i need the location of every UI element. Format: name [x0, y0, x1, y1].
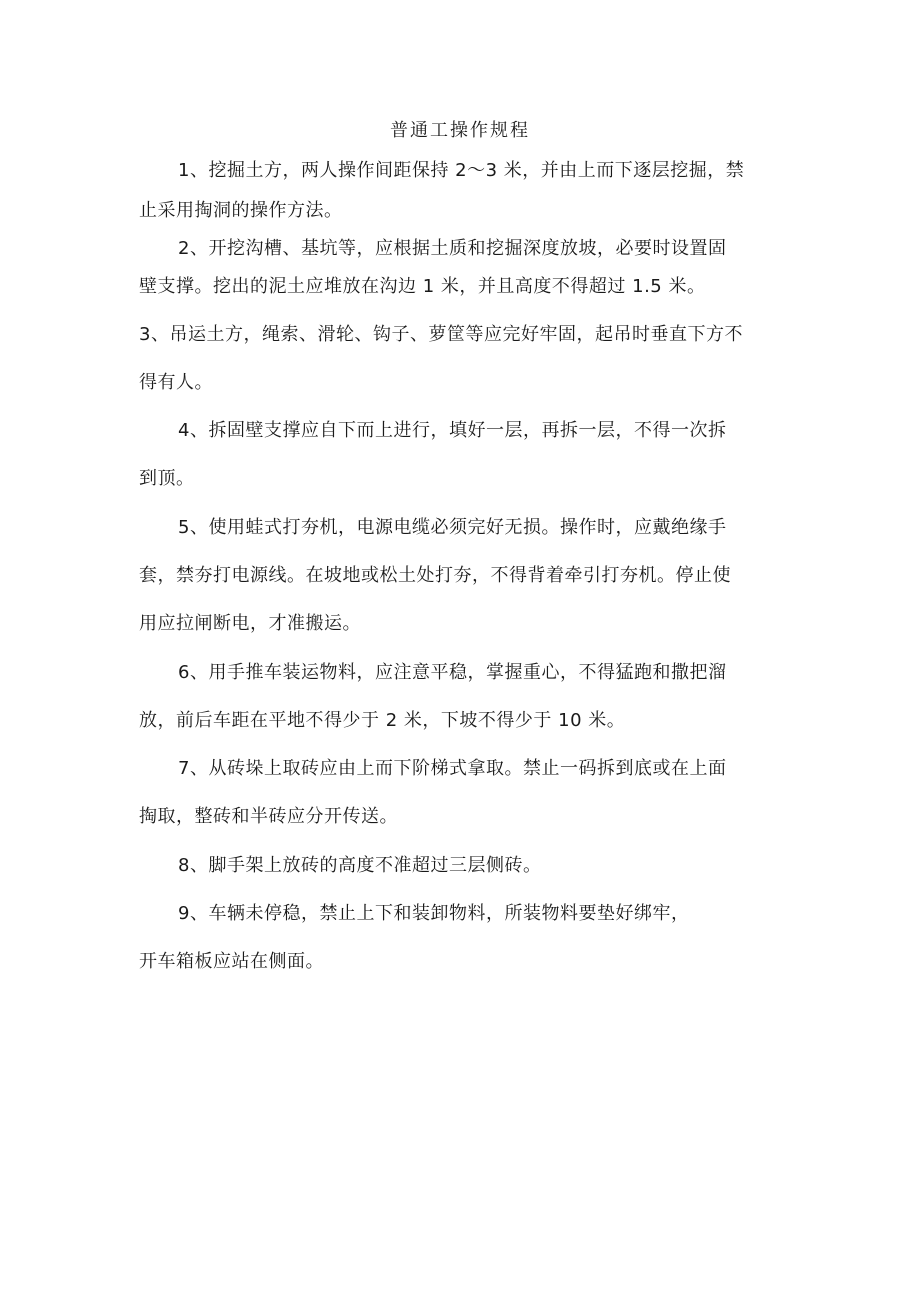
rule-9-line-1: 9、车辆未停稳，禁止上下和装卸物料，所装物料要垫好绑牢， — [178, 903, 690, 924]
rule-4-line-2: 到顶。 — [139, 468, 195, 489]
rule-7-line-1: 7、从砖垛上取砖应由上而下阶梯式拿取。禁止一码拆到底或在上面 — [178, 758, 727, 779]
rule-2-line-1: 2、开挖沟槽、基坑等，应根据土质和挖掘深度放坡，必要时设置固 — [178, 238, 727, 259]
rule-6-line-1: 6、用手推车装运物料，应注意平稳，掌握重心，不得猛跑和撒把溜 — [178, 662, 727, 683]
rule-1-line-2: 止采用掏洞的操作方法。 — [139, 200, 343, 221]
rule-6-line-2: 放，前后车距在平地不得少于 2 米，下坡不得少于 10 米。 — [139, 710, 626, 731]
rule-5-line-3: 用应拉闸断电，才准搬运。 — [139, 613, 361, 634]
rule-2-line-2: 壁支撑。挖出的泥土应堆放在沟边 1 米，并且高度不得超过 1.5 米。 — [139, 276, 706, 297]
rule-7-line-2: 掏取，整砖和半砖应分开传送。 — [139, 806, 398, 827]
rule-4-line-1: 4、拆固壁支撑应自下而上进行，填好一层，再拆一层，不得一次拆 — [178, 420, 727, 441]
rule-1-line-1: 1、挖掘土方，两人操作间距保持 2～3 米，并由上而下逐层挖掘，禁 — [178, 160, 745, 181]
rule-3-line-1: 3、吊运土方，绳索、滑轮、钩子、萝筐等应完好牢固，起吊时垂直下方不 — [139, 324, 743, 345]
rule-5-line-1: 5、使用蛙式打夯机，电源电缆必须完好无损。操作时，应戴绝缘手 — [178, 517, 727, 538]
rule-9-line-2: 开车箱板应站在侧面。 — [139, 951, 324, 972]
rule-5-line-2: 套，禁夯打电源线。在坡地或松土处打夯，不得背着牵引打夯机。停止使 — [139, 565, 731, 586]
rule-8-line-1: 8、脚手架上放砖的高度不准超过三层侧砖。 — [178, 855, 542, 876]
page-title: 普通工操作规程 — [390, 120, 530, 141]
rule-3-line-2: 得有人。 — [139, 372, 213, 393]
